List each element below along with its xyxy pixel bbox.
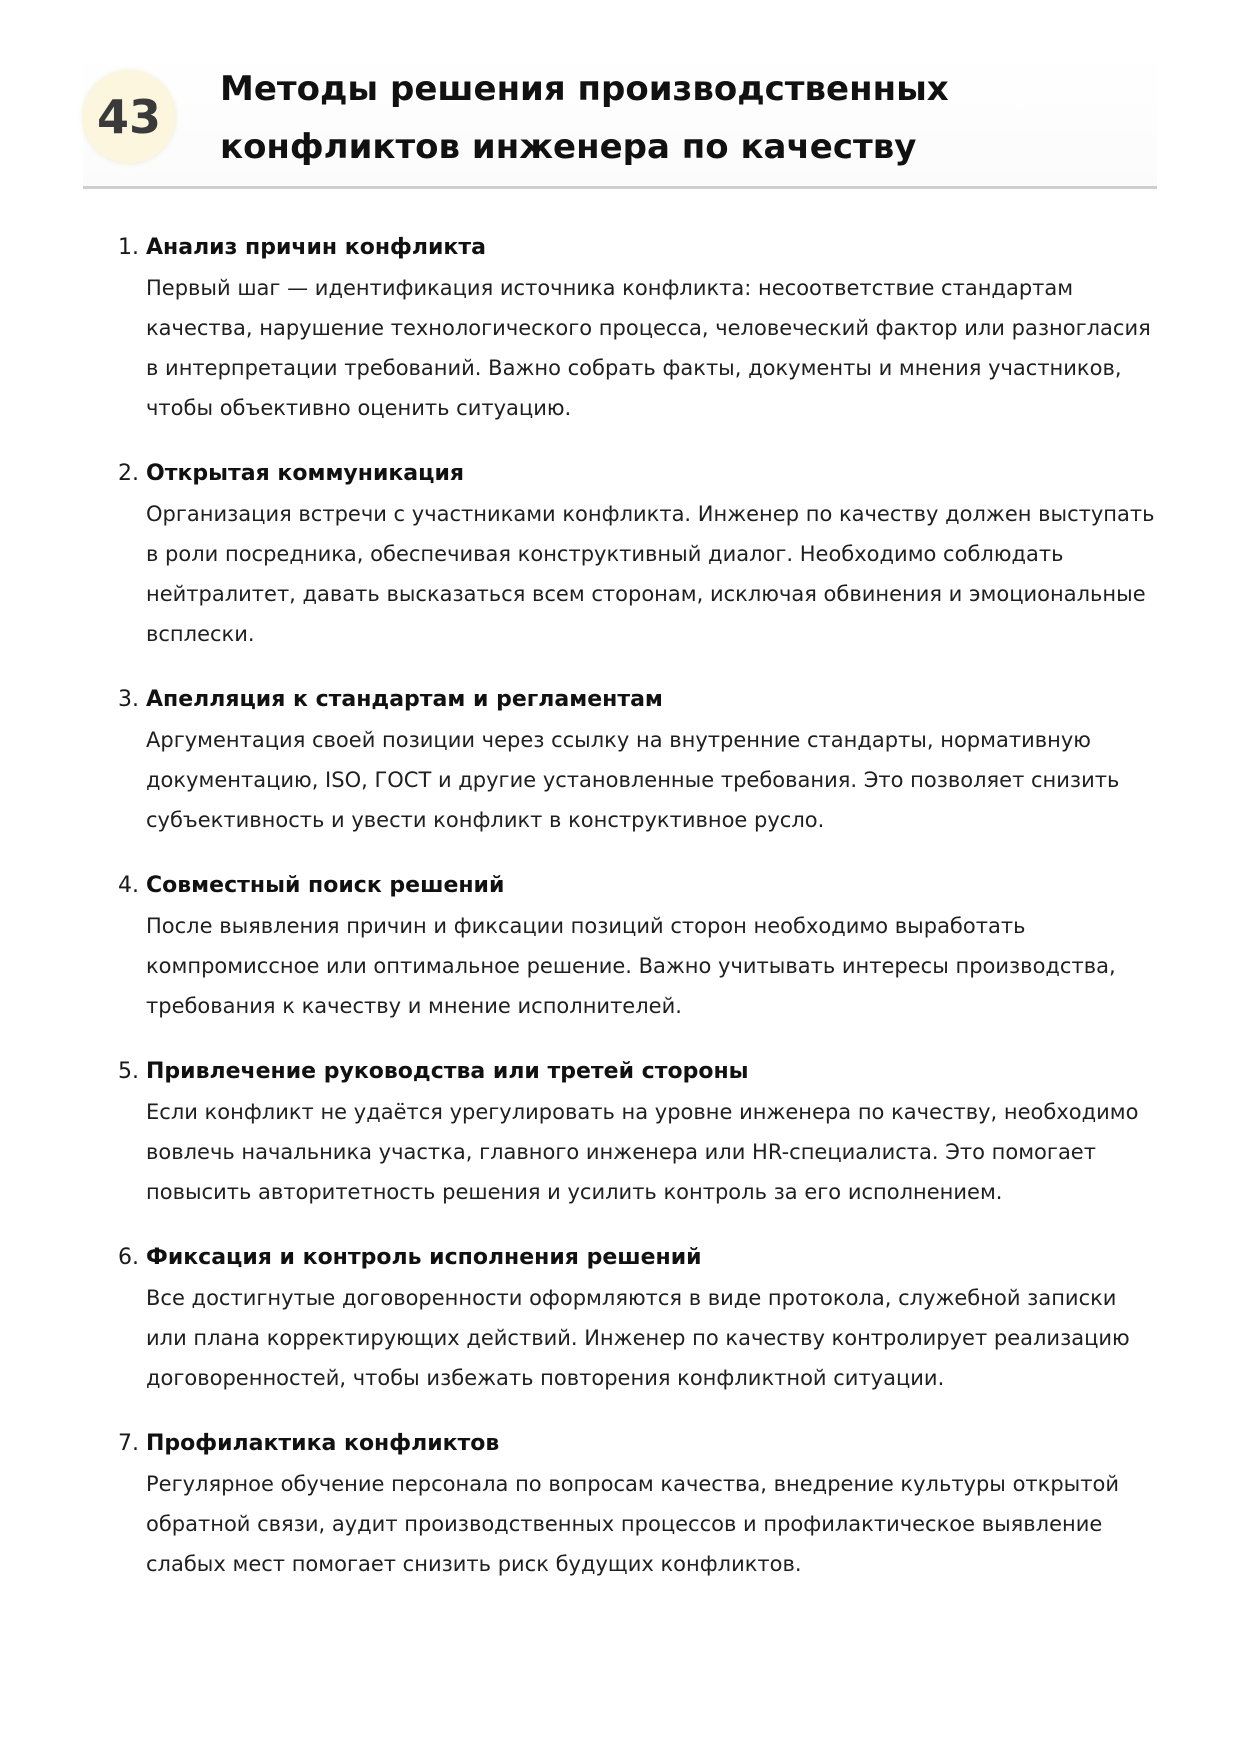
list-item <box>112 866 1160 1026</box>
list-item-number: 7. <box>118 1431 139 1456</box>
methods-list <box>112 228 1160 1610</box>
list-item <box>112 454 1160 654</box>
list-item-title: Открытая коммуникация <box>146 461 465 486</box>
list-item-number: 1. <box>118 235 139 260</box>
list-item-text: Организация встречи с участниками конфликта. Инженер по качеству должен выступать в роли посредника, обеспечивая конструктивный диалог. Необходимо соблюдать нейтралитет, давать высказаться всем сторонам, исключая обвинения и эмоциональные всплески. <box>146 502 1155 646</box>
list-item <box>112 1424 1160 1584</box>
list-item-number: 4. <box>118 873 139 898</box>
page-number-badge: 43 <box>83 71 175 163</box>
list-item-title: Привлечение руководства или третей стороны <box>146 1059 749 1084</box>
list-item-title: Апелляция к стандартам и регламентам <box>146 687 663 712</box>
list-item-text: Регулярное обучение персонала по вопросам качества, внедрение культуры открытой обратной связи, аудит производственных процессов и профилактическое выявление слабых мест помогает снизить риск будущих конфликтов. <box>146 1472 1119 1576</box>
list-item-text: После выявления причин и фиксации позиций сторон необходимо выработать компромиссное или оптимальное решение. Важно учитывать интересы производства, требования к качеству и мнение исполнителей. <box>146 914 1116 1018</box>
list-item-text: Аргументация своей позиции через ссылку на внутренние стандарты, нормативную документацию, ISO, ГОСТ и другие установленные требования. Это позволяет снизить субъективность и увести конфликт в конструктивное русло. <box>146 728 1120 832</box>
list-item-title: Совместный поиск решений <box>146 873 505 898</box>
page-header <box>83 52 1157 189</box>
list-item-title: Анализ причин конфликта <box>146 235 486 260</box>
page-title: Методы решения производственных конфликтов инженера по качеству <box>220 69 949 167</box>
list-item <box>112 228 1160 428</box>
list-item-text: Если конфликт не удаётся урегулировать на уровне инженера по качеству, необходимо вовлечь начальника участка, главного инженера или HR-специалиста. Это помогает повысить авторитетность решения и усилить контроль за его исполнением. <box>146 1100 1139 1204</box>
list-item-number: 2. <box>118 461 139 486</box>
list-item-text: Первый шаг — идентификация источника конфликта: несоответствие стандартам качества, нарушение технологического процесса, человеческий фактор или разногласия в интерпретации требований. Важно собрать факты, документы и мнения участников, чтобы объективно оценить ситуацию. <box>146 276 1151 420</box>
list-item-number: 5. <box>118 1059 139 1084</box>
list-item-number: 6. <box>118 1245 139 1270</box>
list-item <box>112 1052 1160 1212</box>
list-item-title: Фиксация и контроль исполнения решений <box>146 1245 702 1270</box>
list-item <box>112 680 1160 840</box>
list-item <box>112 1238 1160 1398</box>
list-item-title: Профилактика конфликтов <box>146 1431 500 1456</box>
list-item-number: 3. <box>118 687 139 712</box>
list-item-text: Все достигнутые договоренности оформляются в виде протокола, служебной записки или плана корректирующих действий. Инженер по качеству контролирует реализацию договоренностей, чтобы избежать повторения конфликтной ситуации. <box>146 1286 1130 1390</box>
